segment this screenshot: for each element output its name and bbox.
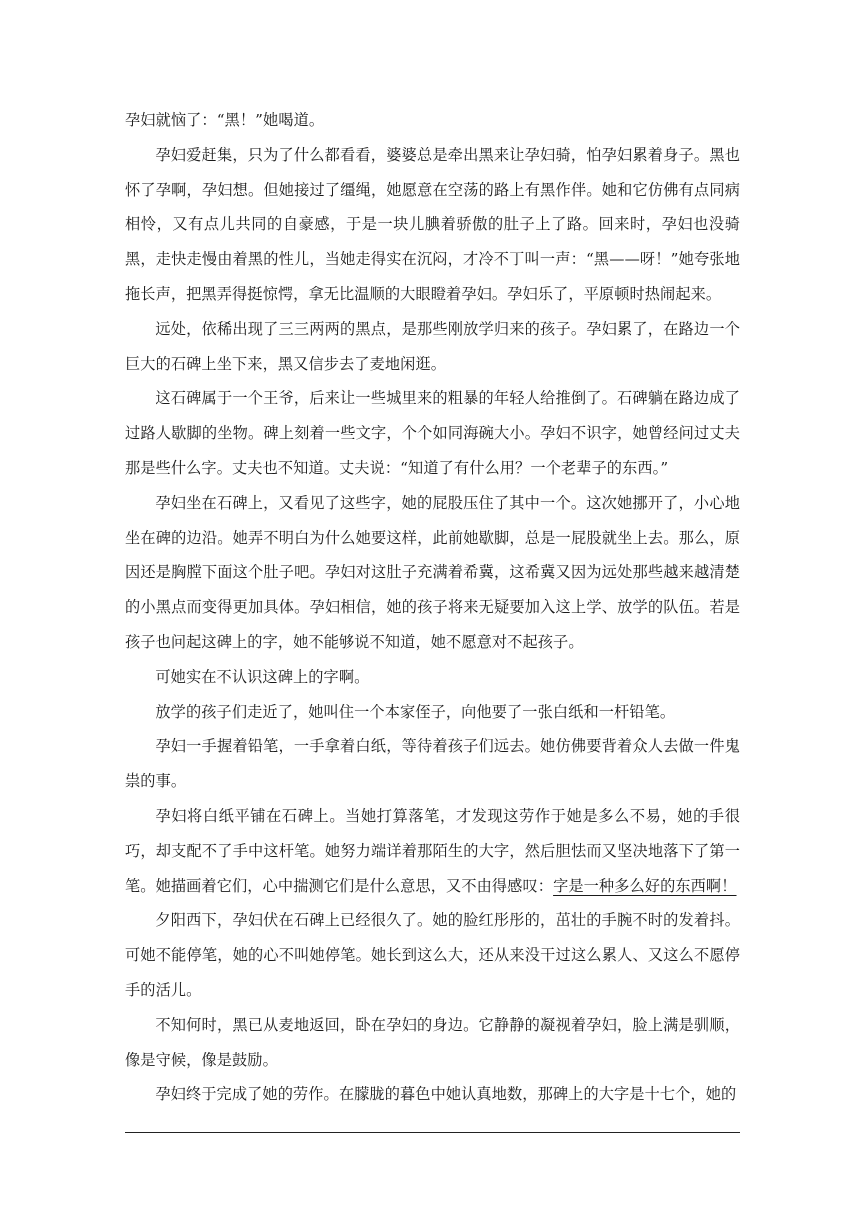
paragraph-5: 孕妇坐在石碑上，又看见了这些字，她的屁股压住了其中一个。这次她挪开了，小心地坐在碑的边沿。她弄不明白为什么她要这样，此前她歇脚，总是一屁股就坐上去。那么，原因还是胸膛下面这个肚子吧。孕妇对这肚子充满着希冀，这希冀又因为远处那些越来越清楚的小黑点而变得更加具体。孕妇相信，她的孩子将来无疑要加入这上学、放学的队伍。若是孩子也问起这碑上的字，她不能够说不知道，她不愿意对不起孩子。 bbox=[125, 493, 740, 651]
paragraph-8: 孕妇一手握着铅笔，一手拿着白纸，等待着孩子们远去。她仿佛要背着众人去做一件鬼祟的事。 bbox=[125, 737, 740, 791]
paragraph-9 bbox=[125, 799, 740, 903]
paragraph-2: 孕妇爱赶集，只为了什么都看看，婆婆总是牵出黑来让孕妇骑，怕孕妇累着身子。黑也怀了孕啊，孕妇想。但她接过了缰绳，她愿意在空荡的路上有黑作伴。她和它仿佛有点同病相怜，又有点儿共同的自豪感，于是一块儿腆着骄傲的肚子上了路。回来时，孕妇也没骑黑，走快走慢由着黑的性儿，当她走得实在沉闷，才冷不丁叫一声：“黑——呀！”她夸张地拖长声，把黑弄得挺惊愕，拿无比温顺的大眼瞪着孕妇。孕妇乐了，平原顿时热闹起来。 bbox=[125, 145, 740, 303]
paragraph-11: 不知何时，黑已从麦地返回，卧在孕妇的身边。它静静的凝视着孕妇，脸上满是驯顺，像是守候，像是鼓励。 bbox=[125, 1015, 740, 1069]
paragraph-9-text: 孕妇将白纸平铺在石碑上。当她打算落笔，才发现这劳作于她是多么不易，她的手很巧，却支配不了手中这杆笔。她努力端详着那陌生的大字，然后胆怯而又坚决地落下了第一笔。她描画着它们，心中揣测它们是什么意思，又不由得感叹： bbox=[125, 806, 740, 895]
footer-divider bbox=[125, 1132, 740, 1133]
paragraph-6: 可她实在不认识这碑上的字啊。 bbox=[155, 667, 370, 686]
underlined-sentence: 字是一种多么好的东西啊！ bbox=[553, 876, 737, 895]
paragraph-12: 孕妇终于完成了她的劳作。在朦胧的暮色中她认真地数，那碑上的大字是十七个，她的 bbox=[155, 1085, 737, 1104]
paragraph-4: 这石碑属于一个王爷，后来让一些城里来的粗暴的年轻人给推倒了。石碑躺在路边成了过路人歇脚的坐物。碑上刻着一些文字，个个如同海碗大小。孕妇不识字，她曾经问过丈夫那是些什么字。丈夫也不知道。丈夫说：“知道了有什么用？一个老辈子的东西。” bbox=[125, 389, 740, 477]
paragraph-3: 远处，依稀出现了三三两两的黑点，是那些刚放学归来的孩子。孕妇累了，在路边一个巨大的石碑上坐下来，黑又信步去了麦地闲逛。 bbox=[125, 319, 740, 373]
document-body bbox=[125, 103, 740, 1112]
paragraph-7: 放学的孩子们走近了，她叫住一个本家侄子，向他要了一张白纸和一杆铅笔。 bbox=[155, 702, 676, 721]
paragraph-10: 夕阳西下，孕妇伏在石碑上已经很久了。她的脸红彤彤的，茁壮的手腕不时的发着抖。可她不能停笔，她的心不叫她停笔。她长到这么大，还从来没干过这么累人、又这么不愿停手的活儿。 bbox=[125, 911, 740, 999]
paragraph-1: 孕妇就恼了：“黑！”她喝道。 bbox=[125, 111, 325, 129]
